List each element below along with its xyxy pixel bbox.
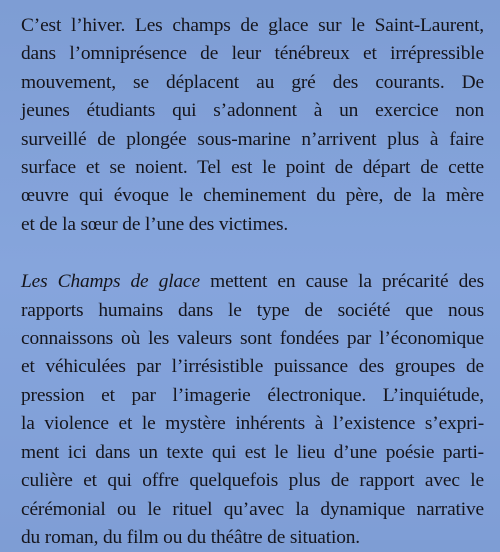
text-line: surface et se noient. Tel est le point de départ de cette <box>21 157 484 179</box>
text-line: du roman, du film ou du théâtre de situation. <box>21 526 360 548</box>
text-line: œuvre qui évoque le cheminement du père, de la mère <box>21 185 484 207</box>
paragraph-themes <box>21 268 484 552</box>
text-line: connaissons où les valeurs sont fondées par l’économique <box>21 328 484 350</box>
text-line: rapports humains dans le type de société que nous <box>21 299 484 321</box>
text-line: jeunes étudiants qui s’adonnent à un exercice non <box>21 100 484 122</box>
text-line: ment ici dans un texte qui est le lieu d’une poésie parti- <box>21 441 484 463</box>
text-line: cérémonial ou le rituel qu’avec la dynamique narrative <box>21 498 484 520</box>
text-line <box>21 268 484 296</box>
book-title: Les Champs de glace <box>21 271 200 293</box>
text-line: culière et qui offre quelquefois plus de rapport avec le <box>21 470 484 492</box>
text-line-rest: mettent en cause la précarité des <box>199 271 485 293</box>
text-line: et de la sœur de l’une des victimes. <box>21 213 289 235</box>
text-line: mouvement, se déplacent au gré des courants. De <box>21 71 484 93</box>
text-line: pression et par l’imagerie électronique. L’inquiétude, <box>21 384 484 406</box>
paragraph-intro <box>21 12 484 239</box>
text-line: C’est l’hiver. Les champs de glace sur le Saint-Laurent, <box>21 15 484 36</box>
text-line: surveillé de plongée sous-marine n’arrivent plus à faire <box>21 128 484 150</box>
text-line: et véhiculées par l’irrésistible puissance des groupes de <box>21 356 484 378</box>
text-line: la violence et le mystère inhérents à l’existence s’expri- <box>21 413 484 435</box>
text-line: dans l’omniprésence de leur ténébreux et irrépressible <box>21 43 484 65</box>
